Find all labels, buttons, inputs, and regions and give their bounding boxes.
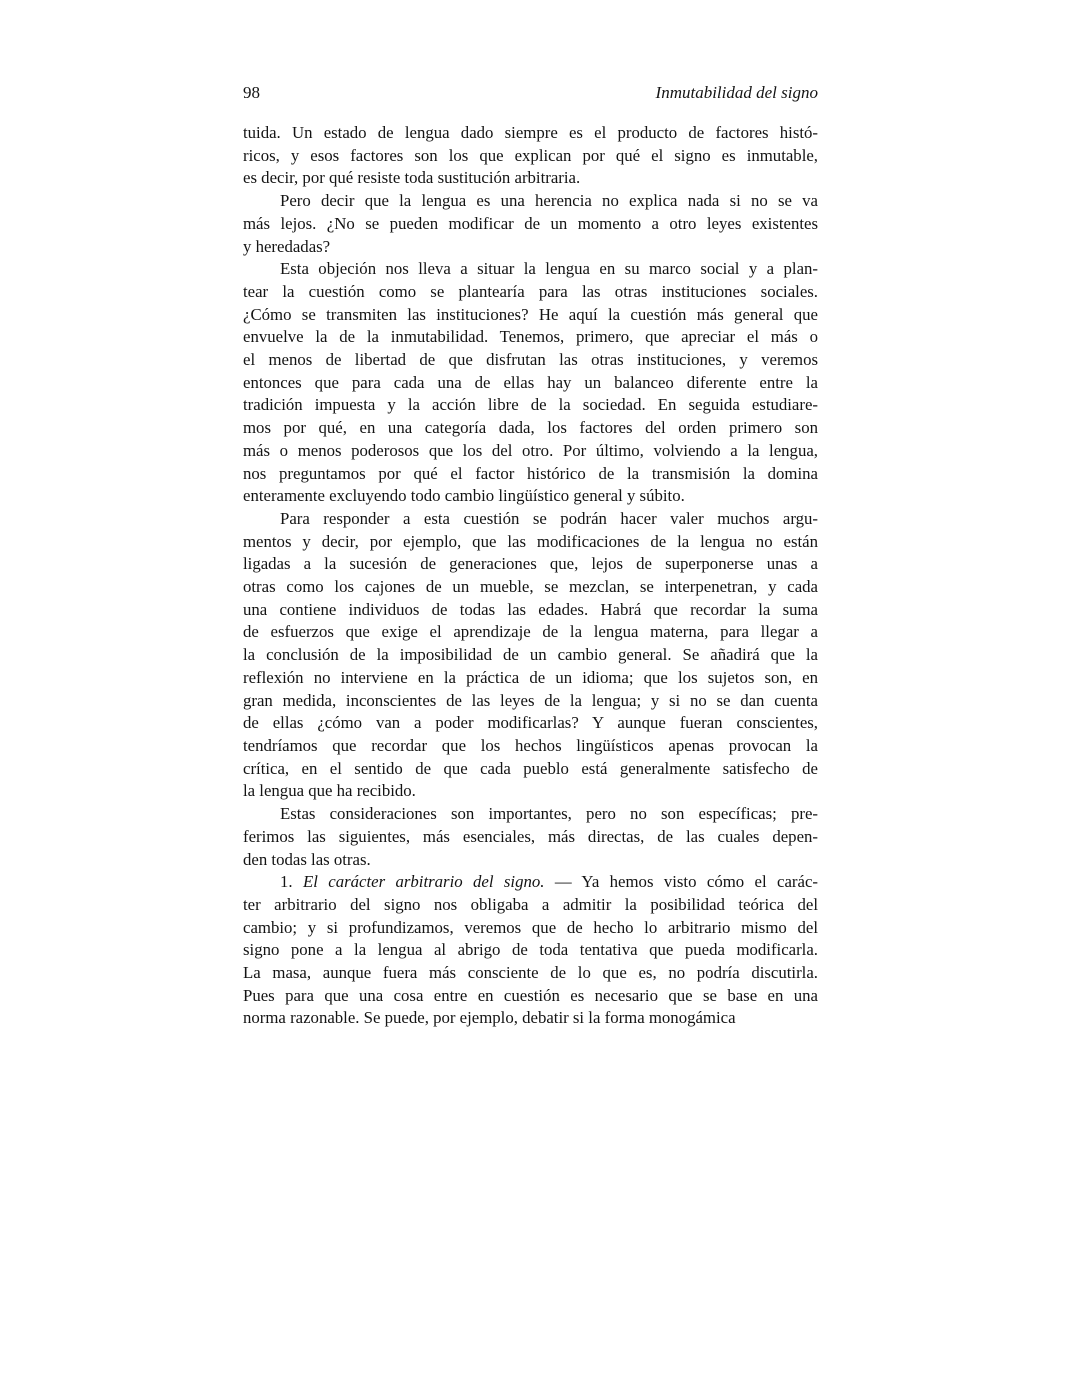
- text-line: [243, 394, 818, 417]
- text-segment: mentos y decir, por ejemplo, que las modificaciones de la lengua no están: [243, 531, 818, 551]
- text-segment: y heredadas?: [243, 236, 331, 256]
- text-segment: Para responder a esta cuestión se podrán hacer valer muchos argu-: [280, 508, 818, 528]
- text-line: [243, 826, 818, 849]
- text-segment: den todas las otras.: [243, 849, 371, 869]
- running-header: Inmutabilidad del signo: [655, 83, 818, 102]
- text-segment: mos por qué, en una categoría dada, los factores del orden primero son: [243, 418, 818, 438]
- text-line: [243, 281, 818, 304]
- text-line: [243, 985, 818, 1008]
- text-line: [243, 894, 818, 917]
- text-line: [243, 962, 818, 985]
- text-segment: Pues para que una cosa entre en cuestión es necesario que se base en una: [243, 985, 818, 1005]
- text-segment: cambio; y si profundizamos, veremos que de hecho lo arbitrario mismo del: [243, 917, 818, 937]
- text-line: [243, 190, 818, 213]
- text-line: [243, 667, 818, 690]
- text-line: [243, 735, 818, 758]
- text-segment: enteramente excluyendo todo cambio lingüístico general y súbito.: [243, 486, 685, 506]
- text-segment: ¿Cómo se transmiten las instituciones? He aquí la cuestión más general que: [243, 304, 818, 324]
- text-line: [243, 849, 818, 872]
- text-line: [243, 1007, 818, 1030]
- text-segment: ricos, y esos factores son los que explican por qué el signo es inmutable,: [243, 145, 818, 165]
- text-segment: ter arbitrario del signo nos obligaba a admitir la posibilidad teórica del: [243, 894, 818, 914]
- text-segment: Pero decir que la lengua es una herencia no explica nada si no se va: [280, 191, 818, 211]
- text-segment: tendríamos que recordar que los hechos lingüísticos apenas provocan la: [243, 735, 818, 755]
- text-segment: una contiene individuos de todas las edades. Habrá que recordar la suma: [243, 599, 818, 619]
- text-segment: tuida. Un estado de lengua dado siempre es el producto de factores histó-: [243, 123, 818, 142]
- text-segment: el menos de libertad de que disfrutan las otras instituciones, y veremos: [243, 350, 818, 370]
- text-line: [243, 167, 818, 190]
- text-line: [243, 690, 818, 713]
- text-segment: la conclusión de la imposibilidad de un cambio general. Se añadirá que la: [243, 645, 818, 665]
- text-line: [243, 326, 818, 349]
- text-line: [243, 758, 818, 781]
- text-line: [243, 780, 818, 803]
- text-segment: más o menos poderosos que los del otro. Por último, volviendo a la lengua,: [243, 440, 818, 460]
- text-line: [243, 599, 818, 622]
- text-line: [243, 213, 818, 236]
- text-line: [243, 372, 818, 395]
- text-line: [243, 871, 818, 894]
- text-segment: ligadas a la sucesión de generaciones que, lejos de superponerse unas a: [243, 554, 818, 574]
- text-segment: tradición impuesta y la acción libre de la sociedad. En seguida estudiare-: [243, 395, 818, 415]
- text-line: [243, 917, 818, 940]
- text-line: [243, 145, 818, 168]
- text-line: [243, 440, 818, 463]
- text-segment: Esta objeción nos lleva a situar la lengua en su marco social y a plan-: [280, 259, 818, 279]
- text-segment: Estas consideraciones son importantes, pero no son específicas; pre-: [280, 804, 818, 824]
- paragraph: [243, 508, 818, 803]
- text-line: [243, 621, 818, 644]
- paragraph: [243, 122, 818, 190]
- text-segment: La masa, aunque fuera más consciente de lo que es, no podría discutirla.: [243, 963, 818, 983]
- text-segment: gran medida, inconscientes de las leyes de la lengua; y si no se dan cuenta: [243, 690, 818, 710]
- text-segment: otras como los cajones de un mueble, se mezclan, se interpenetran, y cada: [243, 577, 818, 597]
- text-line: [243, 485, 818, 508]
- text-segment: de ellas ¿cómo van a poder modificarlas? Y aunque fueran conscientes,: [243, 713, 818, 733]
- text-line: [243, 939, 818, 962]
- text-segment: signo pone a la lengua al abrigo de toda tentativa que pueda modificarla.: [243, 940, 818, 960]
- text-line: [243, 349, 818, 372]
- text-line: [243, 463, 818, 486]
- text-segment: norma razonable. Se puede, por ejemplo, debatir si la forma monogámica: [243, 1008, 736, 1028]
- text-line: [243, 644, 818, 667]
- text-line: [243, 122, 818, 145]
- text-line: [243, 508, 818, 531]
- text-segment: envuelve la de la inmutabilidad. Tenemos, primero, que apreciar el más o: [243, 327, 818, 347]
- text-line: [243, 236, 818, 259]
- text-segment: — Ya hemos visto cómo el carác-: [544, 872, 818, 892]
- text-segment: ferimos las siguientes, más esenciales, más directas, de las cuales depen-: [243, 826, 818, 846]
- text-segment: de esfuerzos que exige el aprendizaje de la lengua materna, para llegar a: [243, 622, 818, 642]
- text-line: [243, 304, 818, 327]
- text-line: [243, 258, 818, 281]
- text-segment: reflexión no interviene en la práctica de un idioma; que los sujetos son, en: [243, 667, 818, 687]
- page-body: [243, 122, 818, 1030]
- text-segment: nos preguntamos por qué el factor histórico de la transmisión la domina: [243, 463, 818, 483]
- italic-text-segment: El carácter arbitrario del signo.: [302, 872, 545, 892]
- paragraph: [243, 190, 818, 258]
- text-segment: más lejos. ¿No se pueden modificar de un momento a otro leyes existentes: [243, 213, 818, 233]
- text-line: [243, 553, 818, 576]
- text-line: [243, 803, 818, 826]
- page-number: 98: [243, 83, 260, 102]
- text-line: [243, 531, 818, 554]
- text-segment: la lengua que ha recibido.: [243, 781, 416, 801]
- text-segment: es decir, por qué resiste toda sustitución arbitraria.: [243, 168, 581, 188]
- text-line: [243, 712, 818, 735]
- text-segment: tear la cuestión como se plantearía para las otras instituciones sociales.: [243, 281, 818, 301]
- paragraph: [243, 258, 818, 508]
- text-line: [243, 417, 818, 440]
- page-header: [243, 82, 818, 104]
- text-line: [243, 576, 818, 599]
- text-segment: 1.: [280, 872, 303, 892]
- paragraph: [243, 871, 818, 1030]
- paragraph: [243, 803, 818, 871]
- text-segment: crítica, en el sentido de que cada pueblo está generalmente satisfecho de: [243, 758, 818, 778]
- text-segment: entonces que para cada una de ellas hay un balanceo diferente entre la: [243, 372, 818, 392]
